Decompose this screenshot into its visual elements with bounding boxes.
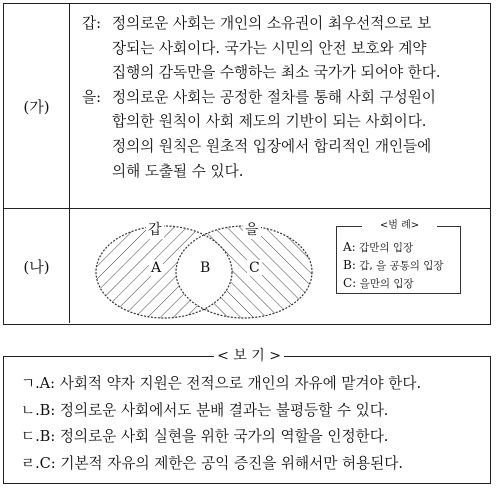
bogi-box	[3, 348, 491, 484]
statement-eul-line: 의해 도출될 수 있다.	[112, 162, 244, 180]
bogi-text: A: 사회적 약자 지원은 전적으로 개인의 자유에 맡겨야 한다.	[39, 375, 422, 392]
venn-region-b: B	[200, 260, 211, 276]
legend-text: 갑만의 입장	[359, 242, 414, 254]
legend-item	[343, 239, 444, 257]
statement-eul	[82, 86, 482, 184]
legend-title: <범 례>	[362, 219, 437, 233]
venn-region-c: C	[249, 260, 260, 276]
speaker-gap: 갑:	[82, 15, 102, 32]
bogi-text: B: 정의로운 사회에서도 분배 결과는 불평등할 수 있다.	[39, 401, 389, 419]
legend-text: 갑, 을 공통의 입장	[359, 260, 444, 272]
column-divider	[69, 4, 70, 208]
venn-right-label: 을	[243, 219, 261, 239]
statement-gap-line: 장되는 사회이다. 국가는 시민의 안전 보호와 계약	[112, 39, 427, 57]
row-ga-label: (가)	[23, 98, 50, 116]
legend-key: B:	[343, 258, 356, 272]
statement-gap-line: 정의로운 사회는 개인의 소유권이 최우선적으로 보	[112, 15, 432, 32]
statement-eul-line: 정의로운 사회는 공정한 절차를 통해 사회 구성원이	[112, 88, 436, 106]
bogi-text: C: 기본적 자유의 제한은 공익 증진을 위해서만 허용된다.	[39, 454, 403, 472]
column-divider	[69, 209, 70, 323]
statement-eul-line: 합의한 원칙이 사회 제도의 기반이 되는 사회이다.	[112, 113, 427, 131]
bogi-text: B: 정의로운 사회 실현을 위한 국가의 역할을 인정한다.	[39, 428, 389, 445]
row-ga	[4, 4, 490, 209]
venn-left-label: 갑	[146, 219, 164, 239]
legend-item	[343, 275, 444, 293]
bogi-mark: ㄹ.	[21, 454, 40, 472]
bogi-item-2	[21, 398, 421, 425]
legend-item	[343, 257, 444, 275]
statement-gap	[82, 12, 482, 86]
speaker-eul: 을:	[82, 88, 102, 106]
legend-key: C:	[343, 276, 357, 290]
bogi-item-1	[21, 371, 421, 398]
bogi-item-3	[21, 424, 421, 451]
venn-region-a: A	[151, 260, 162, 276]
legend-items	[343, 239, 444, 293]
row-na-label: (나)	[23, 258, 50, 276]
bogi-mark: ㄴ.	[21, 401, 40, 419]
bogi-mark: ㄷ.	[21, 428, 40, 445]
legend-key: A:	[343, 240, 356, 254]
bogi-item-4	[21, 451, 421, 478]
bogi-mark: ㄱ.	[21, 375, 40, 392]
legend-text: 을만의 입장	[359, 278, 414, 290]
statements-cell	[82, 12, 482, 184]
statement-eul-line: 정의의 원칙은 원초적 입장에서 합리적인 개인들에	[112, 137, 432, 155]
statement-gap-line: 집행의 감독만을 수행하는 최소 국가가 되어야 한다.	[112, 64, 441, 82]
bogi-title: < 보 기 >	[214, 346, 284, 366]
bogi-items	[21, 371, 421, 477]
legend	[336, 220, 461, 294]
